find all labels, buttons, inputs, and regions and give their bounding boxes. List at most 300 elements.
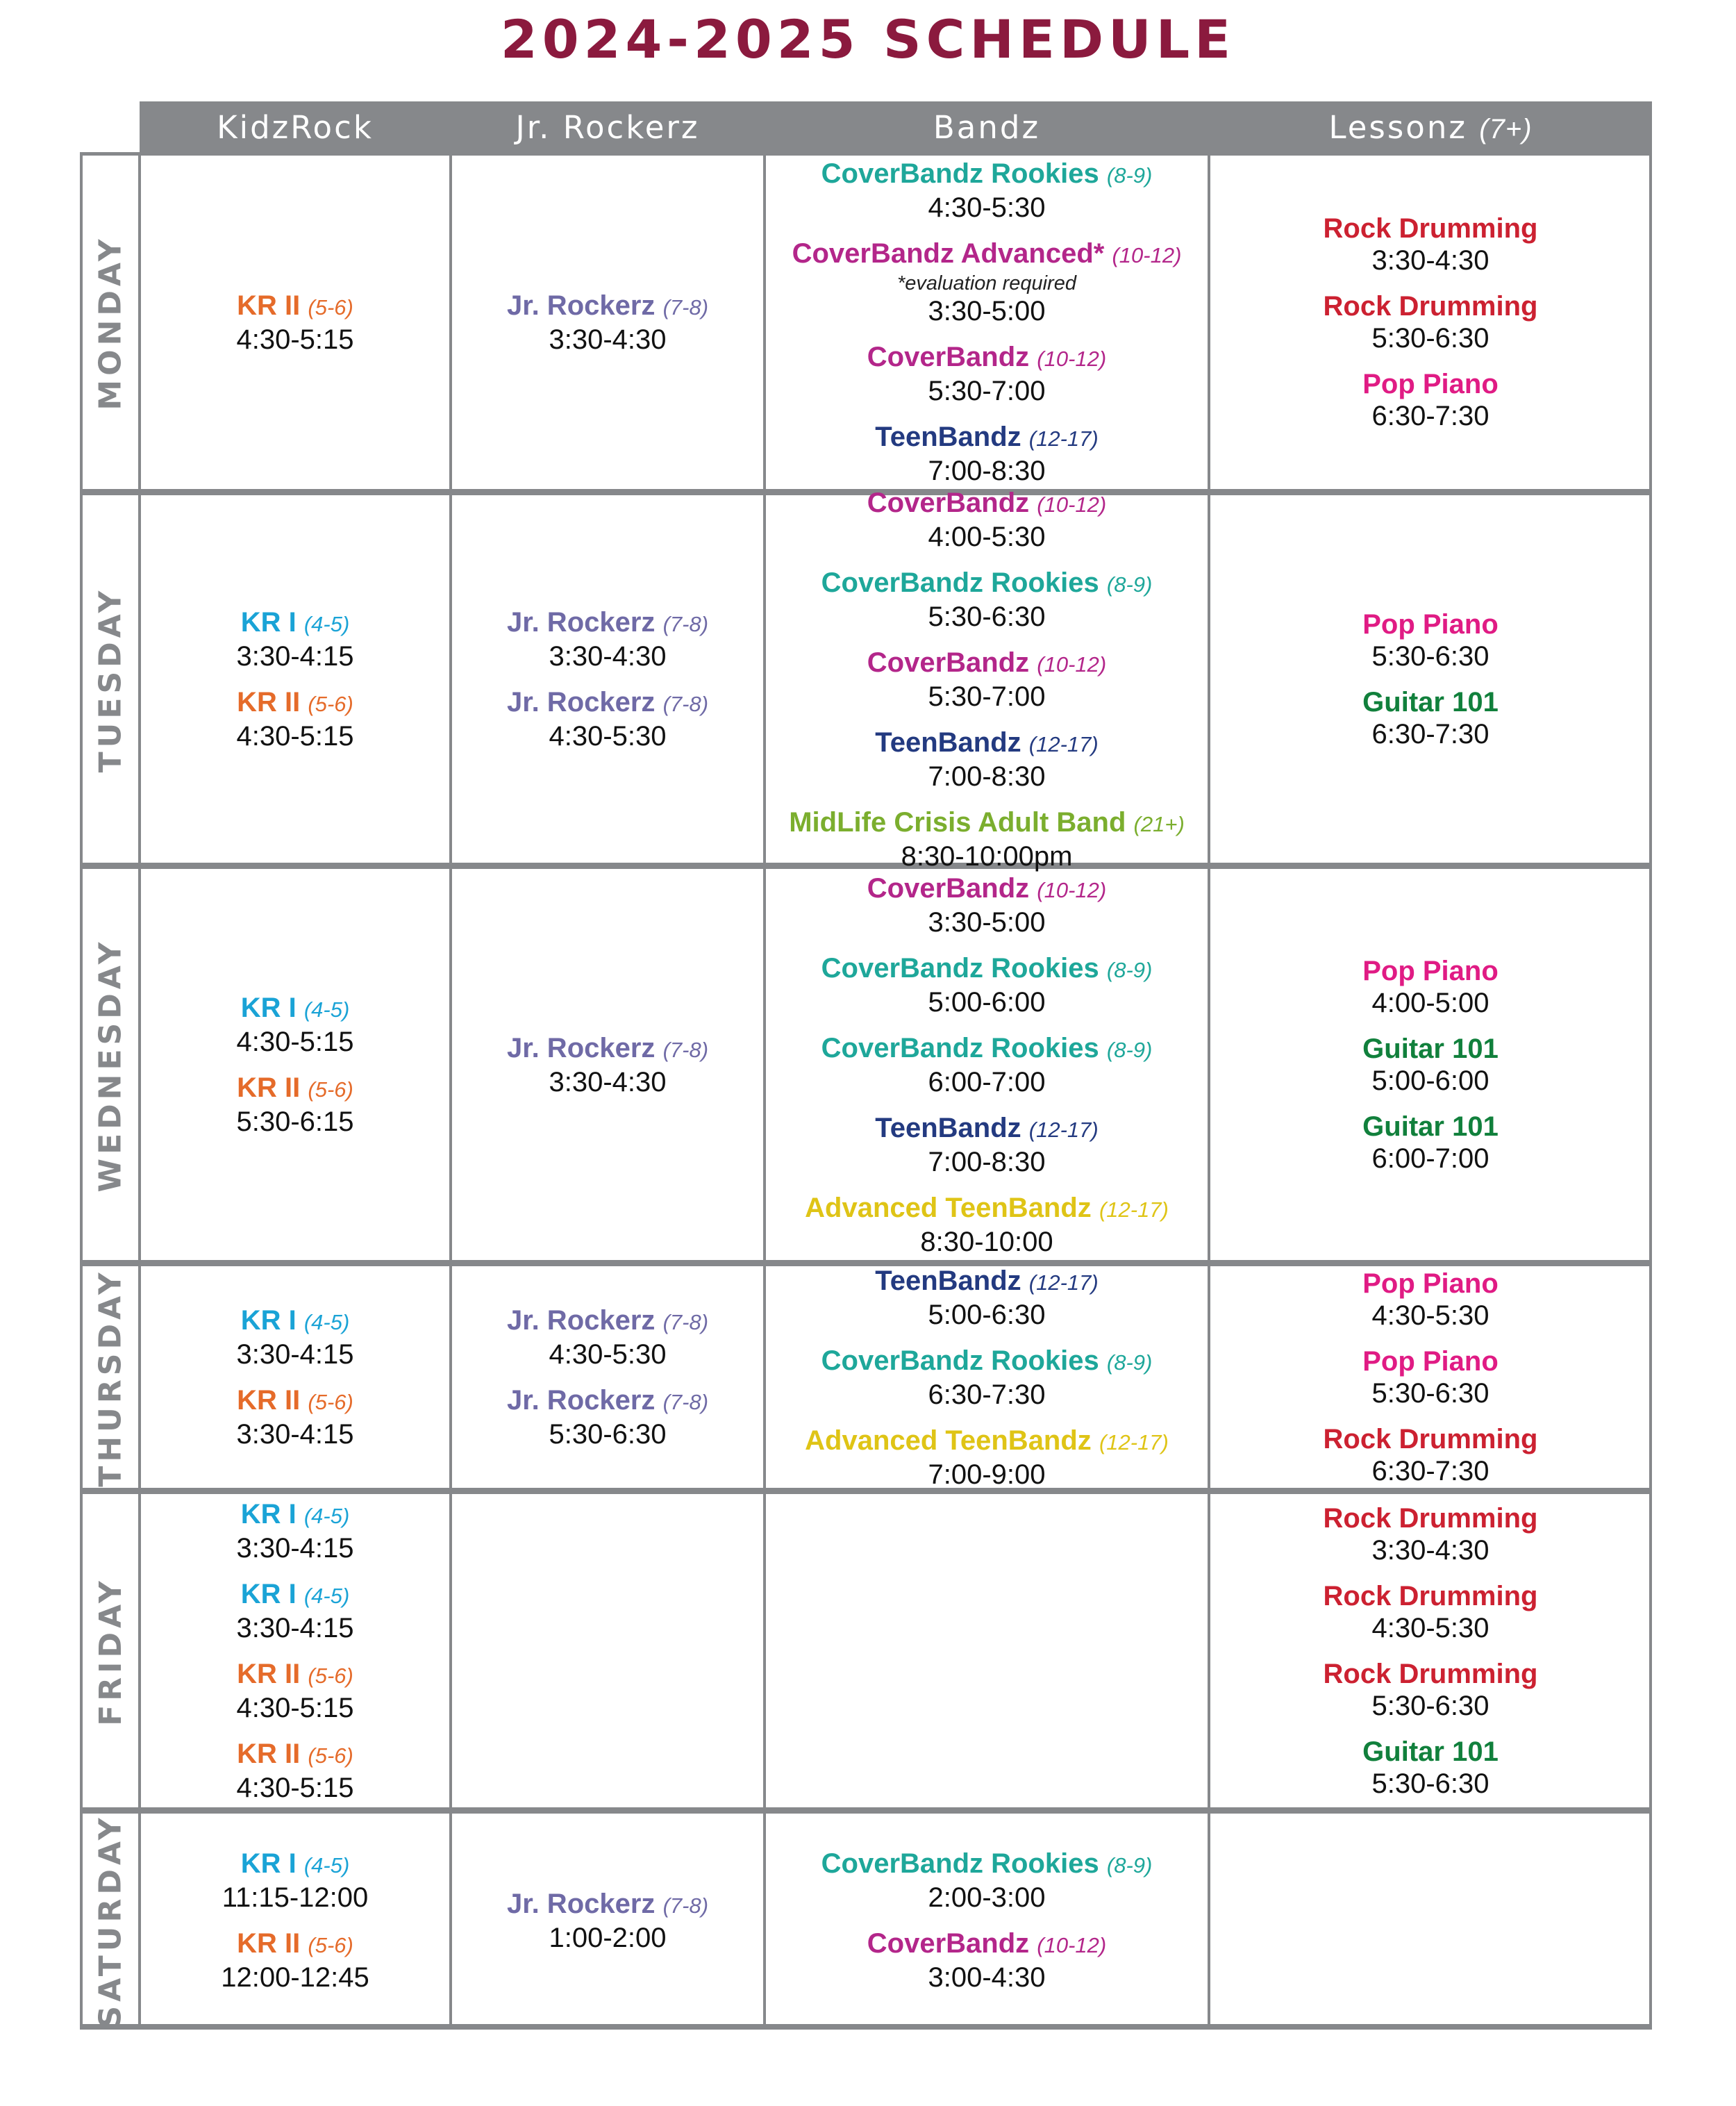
class-time: 8:30-10:00pm <box>901 840 1073 872</box>
class-title: Rock Drumming <box>1323 1659 1538 1689</box>
class-name <box>236 1072 353 1106</box>
header-lessonz <box>1209 101 1652 153</box>
class-entry <box>789 806 1185 872</box>
class-entry <box>1362 1111 1499 1175</box>
age-range: (8-9) <box>1106 1037 1153 1062</box>
cell-monday-lessonz <box>1209 156 1652 489</box>
class-title: Advanced TeenBandz <box>805 1192 1092 1223</box>
class-title: Jr. Rockerz <box>506 607 656 638</box>
age-range: (5-6) <box>308 295 353 320</box>
class-entry <box>805 1192 1169 1258</box>
class-name <box>1362 1111 1499 1143</box>
class-name <box>1324 1423 1538 1455</box>
class-entry <box>236 992 353 1058</box>
class-title: Guitar 101 <box>1362 1111 1499 1142</box>
day-label-monday <box>82 156 139 489</box>
class-name <box>875 727 1098 761</box>
class-entry <box>792 238 1182 327</box>
class-title: Jr. Rockerz <box>506 1385 656 1416</box>
class-time: 3:30-4:30 <box>549 324 667 355</box>
column-header-bar <box>140 101 1652 153</box>
class-name <box>507 1032 708 1066</box>
class-name <box>1324 290 1538 322</box>
cell-tuesday-jr <box>451 496 765 863</box>
age-range: (12-17) <box>1028 426 1099 451</box>
class-entry <box>236 606 353 672</box>
class-entry <box>867 647 1106 713</box>
class-title: Jr. Rockerz <box>506 290 656 321</box>
class-name <box>821 567 1153 601</box>
day-label-tuesday <box>82 496 139 863</box>
class-entry <box>1362 608 1499 672</box>
class-time: 6:30-7:30 <box>1371 1456 1489 1486</box>
class-title: Jr. Rockerz <box>506 1032 656 1063</box>
cell-monday-kidzrock <box>140 156 451 489</box>
class-name <box>1324 213 1538 244</box>
cell-friday-lessonz <box>1209 1495 1652 1807</box>
class-title: CoverBandz Rookies <box>821 158 1099 189</box>
class-name <box>821 952 1153 986</box>
cell-tuesday-lessonz <box>1209 496 1652 863</box>
class-name <box>236 1304 353 1338</box>
class-name <box>821 1848 1153 1882</box>
age-range: (10-12) <box>1112 243 1182 267</box>
class-title: Rock Drumming <box>1323 1424 1538 1454</box>
class-time: 5:30-7:00 <box>928 681 1046 712</box>
class-time: 3:30-4:15 <box>236 1339 354 1370</box>
class-entry <box>821 1848 1153 1914</box>
class-entry <box>507 1032 708 1098</box>
age-range: (5-6) <box>308 692 353 716</box>
class-title: Jr. Rockerz <box>506 687 656 718</box>
class-entry <box>821 567 1153 633</box>
class-entry <box>1362 1736 1499 1800</box>
class-title: KR I <box>240 607 297 638</box>
class-entry <box>805 1425 1169 1491</box>
class-name <box>1324 1658 1538 1690</box>
class-entry <box>507 1384 708 1450</box>
class-title: KR II <box>237 290 301 321</box>
class-time: 6:30-7:30 <box>1371 401 1489 431</box>
age-range: (12-17) <box>1099 1429 1169 1454</box>
cell-thursday-kidzrock <box>140 1267 451 1488</box>
age-range: (8-9) <box>1106 572 1153 597</box>
class-name <box>507 606 708 640</box>
class-time: 6:00-7:00 <box>1371 1143 1489 1174</box>
class-name <box>821 158 1153 192</box>
age-range: (12-17) <box>1028 1270 1099 1295</box>
class-entry <box>236 1384 353 1450</box>
cell-wednesday-kidzrock <box>140 870 451 1260</box>
class-time: 3:30-4:15 <box>236 1613 354 1643</box>
class-name <box>1362 686 1499 718</box>
class-title: Pop Piano <box>1362 609 1499 640</box>
class-name <box>821 1032 1153 1066</box>
class-name <box>236 1658 353 1692</box>
class-time: 7:00-8:30 <box>928 456 1046 486</box>
class-time: 6:30-7:30 <box>928 1379 1046 1410</box>
class-title: MidLife Crisis Adult Band <box>789 806 1126 838</box>
day-label-text: MONDAY <box>92 234 128 411</box>
age-range: (4-5) <box>303 612 350 636</box>
class-time: 4:30-5:30 <box>1371 1613 1489 1643</box>
class-time: 4:30-5:15 <box>236 721 354 752</box>
class-time: 3:30-4:15 <box>236 641 354 672</box>
class-name <box>1362 1736 1499 1768</box>
class-time: 3:30-4:15 <box>236 1419 354 1450</box>
class-title: CoverBandz <box>867 1928 1030 1959</box>
age-range: (12-17) <box>1099 1197 1169 1222</box>
header-kidzrock: KidzRock <box>217 109 374 146</box>
page-title: 2024-2025 SCHEDULE <box>500 8 1236 70</box>
class-title: CoverBandz <box>867 342 1030 372</box>
class-title: Rock Drumming <box>1323 1503 1538 1534</box>
class-time: 5:00-6:00 <box>928 986 1046 1018</box>
class-name <box>236 1578 353 1612</box>
class-entry <box>1362 686 1499 750</box>
class-title: KR I <box>240 993 297 1023</box>
class-name <box>1362 368 1499 400</box>
class-name <box>875 1265 1098 1299</box>
class-name <box>1362 1345 1499 1377</box>
age-range: (7-8) <box>662 295 709 320</box>
cell-saturday-jr <box>451 1814 765 2027</box>
age-range: (4-5) <box>303 1853 350 1877</box>
class-entry <box>821 952 1153 1018</box>
class-time: 7:00-8:30 <box>928 1146 1046 1177</box>
age-range: (5-6) <box>308 1077 353 1102</box>
class-title: TeenBandz <box>875 422 1021 452</box>
day-label-saturday <box>82 1814 139 2027</box>
age-range: (7-8) <box>662 1390 709 1414</box>
class-entry <box>221 1927 369 1993</box>
class-name <box>236 1498 353 1532</box>
class-entry <box>1324 1580 1538 1644</box>
class-entry <box>507 606 708 672</box>
class-name <box>222 1848 369 1882</box>
class-name <box>507 290 708 324</box>
class-entry <box>507 290 708 356</box>
class-entry <box>1324 1423 1538 1487</box>
class-title: KR I <box>240 1848 297 1879</box>
cell-saturday-lessonz <box>1209 1814 1652 2027</box>
class-name <box>867 487 1106 521</box>
class-time: 3:00-4:30 <box>928 1962 1046 1993</box>
class-name <box>507 686 708 720</box>
class-note: *evaluation required <box>897 272 1076 295</box>
class-entry <box>236 1304 353 1370</box>
class-entry <box>236 290 353 356</box>
class-time: 5:30-6:30 <box>928 601 1046 632</box>
cell-tuesday-bandz <box>765 487 1209 872</box>
class-name <box>236 606 353 640</box>
class-entry <box>1324 213 1538 276</box>
class-time: 4:30-5:15 <box>236 1027 354 1057</box>
row-divider <box>80 1807 1652 1814</box>
class-name <box>236 290 353 324</box>
class-title: Pop Piano <box>1362 956 1499 986</box>
class-entry <box>875 1112 1098 1178</box>
class-time: 5:30-6:30 <box>1371 1768 1489 1799</box>
class-title: CoverBandz Advanced* <box>792 238 1105 269</box>
day-label-thursday <box>82 1267 139 1488</box>
class-entry <box>1324 290 1538 354</box>
class-time: 3:30-4:30 <box>1371 1535 1489 1566</box>
cell-saturday-kidzrock <box>140 1814 451 2027</box>
class-entry <box>875 727 1098 793</box>
class-time: 3:30-4:30 <box>549 1066 667 1097</box>
class-time: 4:30-5:15 <box>236 324 354 355</box>
class-title: CoverBandz Rookies <box>821 1345 1099 1376</box>
class-name <box>867 1927 1106 1962</box>
day-label-wednesday <box>82 870 139 1260</box>
class-title: Rock Drumming <box>1323 1581 1538 1611</box>
class-name <box>507 1384 708 1418</box>
class-title: TeenBandz <box>875 727 1021 758</box>
class-entry <box>236 1072 353 1138</box>
class-title: Rock Drumming <box>1323 213 1538 244</box>
cell-thursday-bandz <box>765 1267 1209 1488</box>
class-time: 4:00-5:00 <box>1371 988 1489 1018</box>
class-name <box>875 1112 1098 1146</box>
class-entry <box>1362 1033 1499 1097</box>
class-name <box>867 341 1106 375</box>
class-name <box>236 992 353 1026</box>
cell-wednesday-lessonz <box>1209 870 1652 1260</box>
day-label-text: THURSDAY <box>92 1268 128 1487</box>
class-time: 7:00-9:00 <box>928 1459 1046 1490</box>
class-title: CoverBandz Rookies <box>821 1848 1099 1879</box>
class-time: 5:00-6:00 <box>1371 1066 1489 1096</box>
age-range: (4-5) <box>303 1310 350 1334</box>
class-time: 5:30-6:30 <box>549 1419 667 1450</box>
cell-monday-bandz <box>765 156 1209 489</box>
class-name <box>875 421 1098 455</box>
age-range: (10-12) <box>1037 347 1107 371</box>
class-entry <box>867 487 1106 553</box>
header-lessonz-label: Lessonz <box>1328 109 1467 146</box>
age-range: (10-12) <box>1037 652 1107 677</box>
class-name <box>1362 1268 1499 1300</box>
day-label-friday <box>82 1495 139 1807</box>
class-name <box>1324 1502 1538 1534</box>
class-name <box>1324 1580 1538 1612</box>
class-title: KR II <box>237 1928 301 1959</box>
class-title: CoverBandz <box>867 647 1030 678</box>
class-name <box>1362 608 1499 640</box>
class-entry <box>236 1658 353 1724</box>
class-name <box>789 806 1185 840</box>
class-name <box>236 1384 353 1418</box>
row-divider <box>80 489 1652 495</box>
class-title: Jr. Rockerz <box>506 1888 656 1919</box>
cell-wednesday-jr <box>451 870 765 1260</box>
class-entry <box>507 1304 708 1370</box>
class-title: KR I <box>240 1579 297 1609</box>
age-range: (8-9) <box>1106 1350 1153 1375</box>
age-range: (4-5) <box>303 1584 350 1608</box>
age-range: (12-17) <box>1028 1117 1099 1142</box>
class-name <box>1362 1033 1499 1065</box>
class-time: 6:30-7:30 <box>1371 719 1489 749</box>
class-name <box>236 686 353 720</box>
class-title: Pop Piano <box>1362 369 1499 399</box>
age-range: (8-9) <box>1106 957 1153 982</box>
class-entry <box>867 341 1106 407</box>
class-entry <box>236 1738 353 1804</box>
cell-thursday-jr <box>451 1267 765 1488</box>
class-time: 3:30-4:30 <box>1371 245 1489 276</box>
cell-friday-bandz <box>765 1495 1209 1807</box>
class-title: KR II <box>237 1659 301 1689</box>
cell-friday-kidzrock <box>140 1495 451 1807</box>
class-entry <box>507 1888 708 1954</box>
class-title: KR II <box>237 1385 301 1416</box>
cell-thursday-lessonz <box>1209 1267 1652 1488</box>
class-time: 11:15-12:00 <box>222 1882 369 1913</box>
age-range: (7-8) <box>662 612 709 636</box>
cell-monday-jr <box>451 156 765 489</box>
class-time: 3:30-5:00 <box>928 906 1046 938</box>
class-entry <box>875 421 1098 487</box>
class-time: 5:30-6:30 <box>1371 1691 1489 1721</box>
day-label-text: SATURDAY <box>92 1813 128 2028</box>
age-range: (21+) <box>1133 811 1185 836</box>
header-bandz: Bandz <box>933 109 1041 146</box>
class-title: TeenBandz <box>875 1265 1021 1296</box>
age-range: (5-6) <box>308 1933 353 1957</box>
class-time: 3:30-4:30 <box>549 641 667 672</box>
class-time: 4:30-5:15 <box>236 1693 354 1723</box>
class-title: Guitar 101 <box>1362 1034 1499 1064</box>
class-time: 1:00-2:00 <box>549 1922 667 1953</box>
class-title: Guitar 101 <box>1362 687 1499 718</box>
header-jr-rockerz: Jr. Rockerz <box>515 109 700 146</box>
age-range: (7-8) <box>662 1893 709 1918</box>
cell-friday-jr <box>451 1495 765 1807</box>
class-time: 4:30-5:30 <box>928 192 1046 223</box>
age-range: (5-6) <box>308 1390 353 1414</box>
class-name <box>792 238 1182 272</box>
class-time: 5:30-7:00 <box>928 376 1046 406</box>
class-entry <box>821 158 1153 224</box>
class-time: 5:00-6:30 <box>928 1299 1046 1330</box>
age-range: (7-8) <box>662 1310 709 1334</box>
class-name <box>236 1738 353 1772</box>
class-entry <box>1324 1658 1538 1722</box>
class-name <box>507 1888 708 1922</box>
class-entry <box>821 1032 1153 1098</box>
class-time: 4:30-5:30 <box>549 721 667 752</box>
class-title: Jr. Rockerz <box>506 1305 656 1336</box>
class-entry <box>867 1927 1106 1993</box>
class-name <box>507 1304 708 1338</box>
class-entry <box>236 1578 353 1644</box>
class-name <box>867 647 1106 681</box>
class-time: 4:30-5:15 <box>236 1773 354 1803</box>
class-title: Guitar 101 <box>1362 1736 1499 1767</box>
age-range: (4-5) <box>303 997 350 1022</box>
class-time: 5:30-6:15 <box>236 1106 354 1137</box>
class-entry <box>1362 955 1499 1019</box>
class-name <box>821 1345 1153 1379</box>
age-range: (7-8) <box>662 692 709 716</box>
class-title: KR II <box>237 1739 301 1769</box>
cell-tuesday-kidzrock <box>140 496 451 863</box>
day-label-text: FRIDAY <box>92 1576 128 1726</box>
class-entry <box>875 1265 1098 1331</box>
class-entry <box>1324 1502 1538 1566</box>
age-range: (12-17) <box>1028 731 1099 756</box>
class-title: TeenBandz <box>875 1112 1021 1143</box>
class-entry <box>507 686 708 752</box>
class-entry <box>1362 1268 1499 1332</box>
age-range: (10-12) <box>1037 877 1107 902</box>
row-divider <box>80 1260 1652 1266</box>
class-name <box>867 872 1106 906</box>
class-entry <box>236 1498 353 1564</box>
class-title: CoverBandz <box>867 872 1030 904</box>
age-range: (5-6) <box>308 1743 353 1768</box>
age-range: (5-6) <box>308 1664 353 1688</box>
class-name <box>1362 955 1499 987</box>
class-entry <box>867 872 1106 938</box>
class-entry <box>1362 1345 1499 1409</box>
class-time: 5:30-6:30 <box>1371 323 1489 354</box>
cell-saturday-bandz <box>765 1814 1209 2027</box>
cell-wednesday-bandz <box>765 870 1209 1260</box>
class-title: Pop Piano <box>1362 1268 1499 1299</box>
class-time: 3:30-4:15 <box>236 1533 354 1564</box>
class-name <box>805 1425 1169 1459</box>
class-title: KR I <box>240 1499 297 1529</box>
class-title: KR I <box>240 1305 297 1336</box>
class-name <box>805 1192 1169 1226</box>
day-label-text: WEDNESDAY <box>92 938 128 1192</box>
class-title: CoverBandz Rookies <box>821 567 1099 598</box>
class-entry <box>236 686 353 752</box>
class-title: CoverBandz Rookies <box>821 952 1099 984</box>
class-title: Advanced TeenBandz <box>805 1425 1092 1456</box>
class-time: 4:30-5:30 <box>549 1339 667 1370</box>
age-range: (7-8) <box>662 1037 709 1062</box>
class-title: CoverBandz <box>867 487 1030 518</box>
class-name <box>221 1927 369 1962</box>
age-range: (10-12) <box>1037 1933 1107 1957</box>
class-time: 8:30-10:00 <box>920 1226 1053 1257</box>
class-entry <box>222 1848 369 1914</box>
class-title: KR II <box>237 1072 301 1103</box>
header-lessonz-age: (7+) <box>1479 114 1533 144</box>
class-title: CoverBandz Rookies <box>821 1032 1099 1063</box>
class-title: Pop Piano <box>1362 1346 1499 1377</box>
class-time: 4:30-5:30 <box>1371 1300 1489 1331</box>
class-time: 3:30-5:00 <box>928 296 1046 326</box>
age-range: (10-12) <box>1037 492 1107 517</box>
class-title: KR II <box>237 687 301 718</box>
class-time: 7:00-8:30 <box>928 761 1046 792</box>
class-time: 2:00-3:00 <box>928 1882 1046 1913</box>
age-range: (4-5) <box>303 1504 350 1528</box>
class-entry <box>1362 368 1499 432</box>
class-time: 4:00-5:30 <box>928 521 1046 552</box>
age-range: (8-9) <box>1106 1853 1153 1877</box>
class-title: Rock Drumming <box>1323 291 1538 322</box>
day-label-text: TUESDAY <box>92 586 128 772</box>
class-time: 5:30-6:30 <box>1371 641 1489 672</box>
class-time: 12:00-12:45 <box>221 1962 369 1993</box>
age-range: (8-9) <box>1106 163 1153 188</box>
